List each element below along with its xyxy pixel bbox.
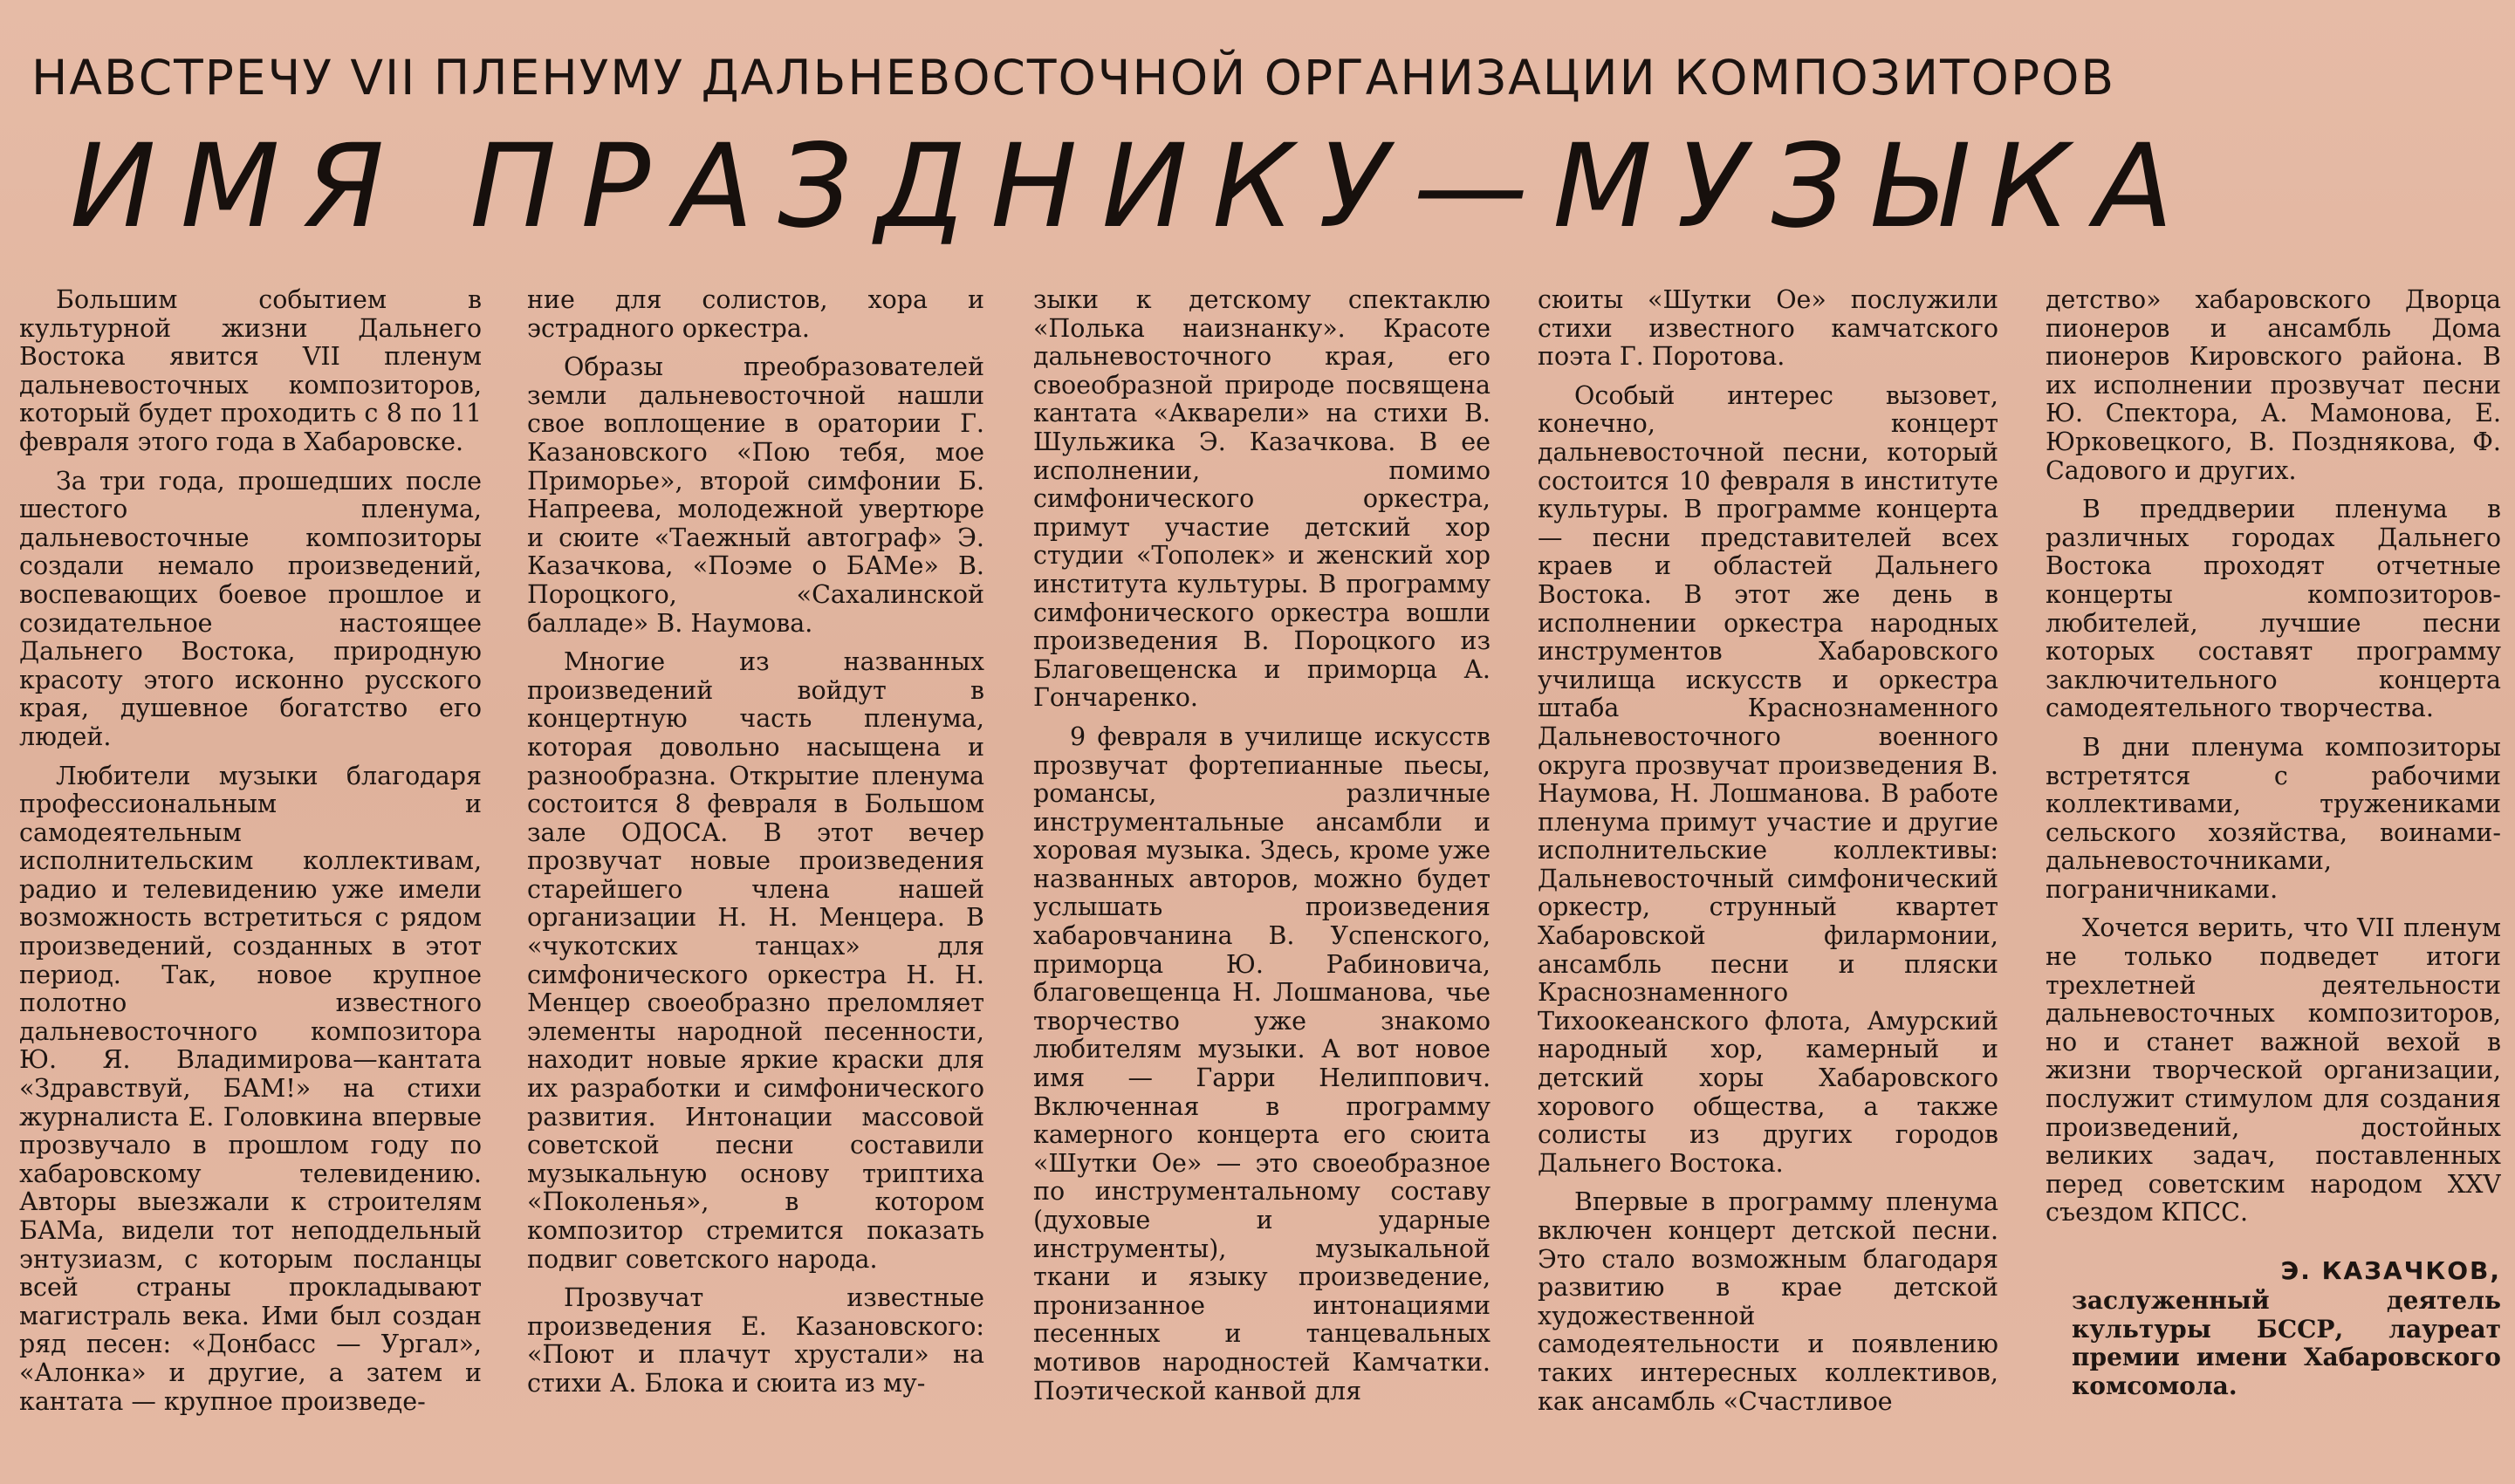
- article-paragraph: Образы преобразователей земли дальневосточной нашли свое воплощение в оратории Г. Казановского «Пою тебя, мое Приморье», второй симфонии Б. Напреева, молодежной увертюре и сюите «Таежный автограф» Э. Казачкова, «Поэме о БАМе» В. Пороцкого, «Сахалинской балладе» В. Наумова.: [527, 352, 984, 638]
- author-title: заслуженный деятель культуры БССР, лауреат премии имени Хабаровского комсомола.: [2072, 1286, 2501, 1400]
- article-paragraph: 9 февраля в училище искусств прозвучат фортепианные пьесы, романсы, различные инструментальные ансамбли и хоровая музыка. Здесь, кроме уже названных авторов, можно будет услышать произведения хабаровчанина В. Успенского, приморца Ю. Рабиновича, благовещенца Н. Лошманова, чье творчество уже знакомо любителям музыки. А вот новое имя — Гарри Нелиппович. Включенная в программу камерного концерта его сюита «Шутки Ое» — это своеобразное по инструментальному составу (духовые и ударные инструменты), музыкальной ткани и языку произведение, пронизанное интонациями песенных и танцевальных мотивов народностей Камчатки. Поэтической канвой для: [1033, 721, 1490, 1405]
- article-paragraph: В преддверии пленума в различных городах Дальнего Востока проходят отчетные концерты композиторов-любителей, лучшие песни которых составят программу заключительного концерта самодеятельного творчества.: [2046, 495, 2501, 723]
- article-paragraph: В дни пленума композиторы встретятся с рабочими коллективами, тружениками сельского хозяйства, воинами-дальневосточниками, пограничниками.: [2046, 732, 2501, 904]
- article-paragraph: Хочется верить, что VII пленум не только подведет итоги трехлетней деятельности дальневосточных композиторов, но и станет важной вехой в жизни творческой организации, послужит стимулом для создания произведений, достойных великих задач, поставленных перед советским народом XXV съездом КПСС.: [2046, 913, 2501, 1228]
- author-name: Э. КАЗАЧКОВ,: [2280, 1256, 2501, 1285]
- article-paragraph: зыки к детскому спектаклю «Полька наизнанку». Красоте дальневосточного края, его своеобразной природе посвящена кантата «Акварели» на стихи В. Шульжика Э. Казачкова. В ее исполнении, помимо симфонического оркестра, примут участие детский хор студии «Тополек» и женский хор института культуры. В программу симфонического оркестра вошли произведения В. Пороцкого из Благовещенска и приморца А. Гончаренко.: [1033, 286, 1490, 713]
- article-column-4: [1538, 286, 1998, 1481]
- article-paragraph: сюиты «Шутки Ое» послужили стихи известного камчатского поэта Г. Поротова.: [1538, 286, 1998, 372]
- article-column-3: [1033, 286, 1490, 1481]
- article-paragraph: Прозвучат известные произведения Е. Казановского: «Поют и плачут хрустали» на стихи А. Блока и сюита из му-: [527, 1283, 984, 1398]
- article-headline: ИМЯ ПРАЗДНИКУ—МУЗЫКА: [70, 120, 2198, 254]
- article-paragraph: Впервые в программу пленума включен концерт детской песни. Это стало возможным благодаря развитию в крае детской художественной самодеятельности и появлению таких интересных коллективов, как ансамбль «Счастливое: [1538, 1187, 1998, 1416]
- article-paragraph: Большим событием в культурной жизни Дальнего Востока явится VII пленум дальневосточных композиторов, который будет проходить с 8 по 11 февраля этого года в Хабаровске.: [19, 286, 482, 456]
- article-column-1: [19, 286, 482, 1481]
- article-paragraph: Особый интерес вызовет, конечно, концерт дальневосточной песни, который состоится 10 февраля в институте культуры. В программе концерта — песни представителей всех краев и областей Дальнего Востока. В этот же день в исполнении оркестра народных инструментов Хабаровского училища искусств и оркестра штаба Краснознаменного Дальневосточного военного округа прозвучат произведения В. Наумова, Н. Лошманова. В работе пленума примут участие и другие исполнительские коллективы: Дальневосточный симфонический оркестр, струнный квартет Хабаровской филармонии, ансамбль песни и пляски Краснознаменного Тихоокеанского флота, Амурский народный хор, камерный и детский хоры Хабаровского хорового общества, а также солисты из других городов Дальнего Востока.: [1538, 380, 1998, 1178]
- article-kicker: НАВСТРЕЧУ VII ПЛЕНУМУ ДАЛЬНЕВОСТОЧНОЙ ОРГАНИЗАЦИИ КОМПОЗИТОРОВ: [31, 50, 2116, 106]
- article-paragraph: ние для солистов, хора и эстрадного оркестра.: [527, 286, 984, 343]
- article-paragraph: Многие из названных произведений войдут в концертную часть пленума, которая довольно насыщена и разнообразна. Открытие пленума состоится 8 февраля в Большом зале ОДОСА. В этот вечер прозвучат новые произведения старейшего члена нашей организации Н. Н. Менцера. В «чукотских танцах» для симфонического оркестра Н. Н. Менцер своеобразно преломляет элементы народной песенности, находит новые яркие краски для их разработки и симфонического развития. Интонации массовой советской песни составили музыкальную основу триптиха «Поколенья», в котором композитор стремится показать подвиг советского народа.: [527, 647, 984, 1274]
- article-column-2: [527, 286, 984, 1481]
- article-column-5: [2046, 286, 2501, 1481]
- article-paragraph: детство» хабаровского Дворца пионеров и ансамбль Дома пионеров Кировского района. В их исполнении прозвучат песни Ю. Спектора, А. Мамонова, Е. Юрковецкого, В. Позднякова, Ф. Садового и других.: [2046, 286, 2501, 485]
- article-paragraph: Любители музыки благодаря профессиональным и самодеятельным исполнительским коллективам, радио и телевидению уже имели возможность встретиться с рядом произведений, созданных в этот период. Так, новое крупное полотно известного дальневосточного композитора Ю. Я. Владимирова—кантата «Здравствуй, БАМ!» на стихи журналиста Е. Головкина впервые прозвучало в прошлом году по хабаровскому телевидению. Авторы выезжали к строителям БАМа, видели тот неподдельный энтузиазм, с которым посланцы всей страны прокладывают магистраль века. Ими был создан ряд песен: «Донбасс — Ургал», «Алонка» и другие, а затем и кантата — крупное произведе-: [19, 761, 482, 1416]
- article-paragraph: За три года, прошедших после шестого пленума, дальневосточные композиторы создали немало произведений, воспевающих боевое прошлое и созидательное настоящее Дальнего Востока, природную красоту этого исконно русского края, душевное богатство его людей.: [19, 466, 482, 751]
